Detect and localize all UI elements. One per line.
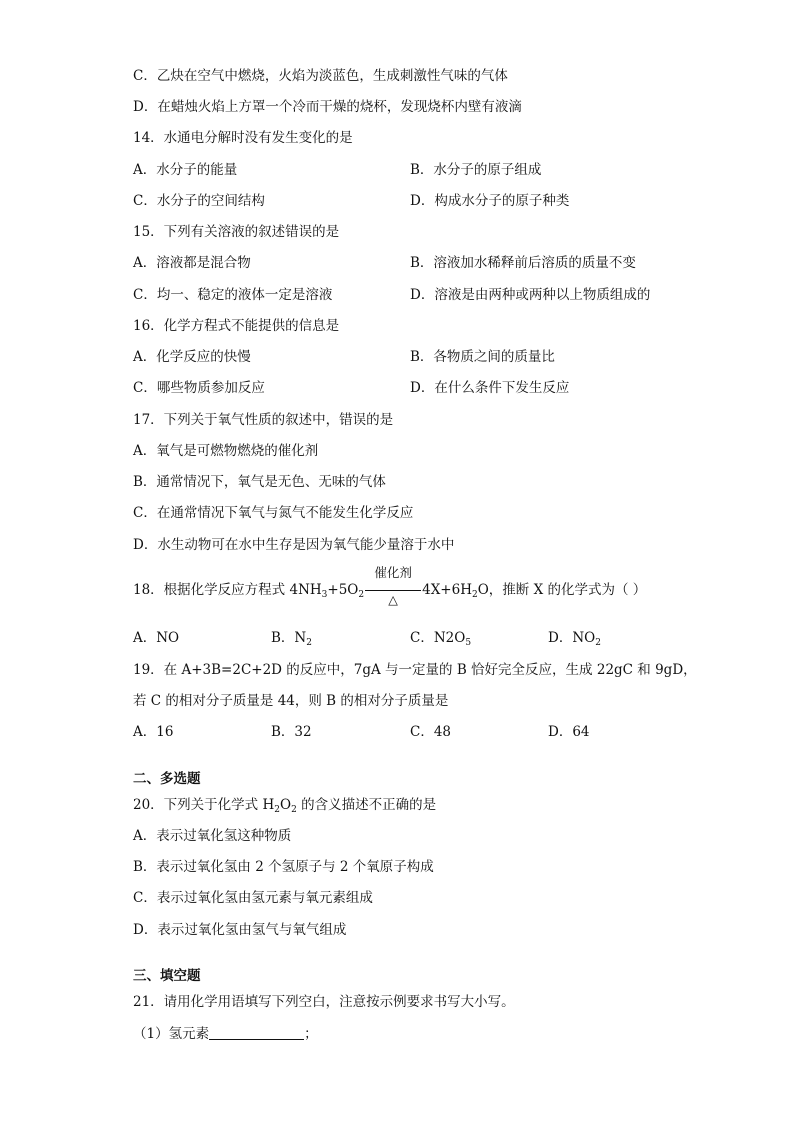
q18-reactant1-sub: 3	[321, 590, 328, 600]
q20-sub1: 2	[274, 805, 280, 815]
q19-option-b: B．32	[271, 724, 312, 740]
section-title-fill-in: 三、填空题	[133, 968, 201, 984]
q19-option-d: D．64	[548, 724, 590, 740]
q21-item1-end: ；	[304, 1026, 318, 1042]
q18-stem	[133, 564, 647, 607]
section-title-multiple-choice: 二、多选题	[133, 771, 201, 787]
q19-stem-line1: 19．在 A+3B=2C+2D 的反应中，7gA 与一定量的 B 恰好完全反应，生成 22gC 和 9gD，	[133, 662, 697, 678]
q15-option-a: A．溶液都是混合物	[133, 255, 251, 271]
q18-option-b-sub: 2	[306, 638, 312, 648]
q18-product: 4X+6H	[422, 582, 472, 598]
q18-option-c-text: C．N2O	[410, 630, 466, 646]
q18-equation	[289, 564, 489, 607]
q18-reactant2: +5O	[327, 582, 359, 598]
q18-stem-suffix: ，推断 X 的化学式为（ ）	[488, 582, 647, 598]
q20-option-a: A．表示过氧化氢这种物质	[133, 828, 292, 844]
q18-reactant2-sub: 2	[358, 590, 365, 600]
q16-option-c: C．哪些物质参加反应	[133, 380, 265, 396]
q18-reaction-condition	[365, 564, 421, 607]
q18-option-c-sub: 5	[465, 638, 472, 648]
q21-item1-label: （1）氢元素	[133, 1026, 210, 1042]
q20-option-b: B．表示过氧化氢由 2 个氢原子与 2 个氧原子构成	[133, 859, 434, 875]
q18-product-sub: 2	[471, 590, 478, 600]
q21-item1	[133, 1025, 318, 1043]
q17-option-d: D．水生动物可在水中生存是因为氧气能少量溶于水中	[133, 537, 455, 553]
q19-option-c: C．48	[410, 724, 452, 740]
q20-option-d: D．表示过氧化氢由氢气与氧气组成	[133, 922, 347, 938]
q18-option-b	[271, 629, 312, 647]
q15-option-b: B．溶液加水稀释前后溶质的质量不变	[410, 255, 636, 271]
q15-stem: 15．下列有关溶液的叙述错误的是	[133, 224, 340, 240]
q15-option-d: D．溶液是由两种或两种以上物质组成的	[410, 287, 651, 303]
q17-option-c: C．在通常情况下氧气与氮气不能发生化学反应	[133, 505, 414, 521]
q14-option-d: D．构成水分子的原子种类	[410, 193, 570, 209]
q19-stem-line2: 若 C 的相对分子质量是 44，则 B 的相对分子质量是	[133, 693, 449, 709]
q17-stem: 17．下列关于氧气性质的叙述中，错误的是	[133, 412, 394, 428]
q18-option-d	[548, 629, 601, 647]
q20-stem	[133, 796, 436, 814]
q20-option-c: C．表示过氧化氢由氢元素与氧元素组成	[133, 890, 373, 906]
q18-option-b-text: B．N	[271, 630, 307, 646]
q15-option-c: C．均一、稳定的液体一定是溶液	[133, 287, 333, 303]
q14-option-c: C．水分子的空间结构	[133, 193, 265, 209]
q18-option-a: A．NO	[133, 630, 180, 646]
q14-option-a: A．水分子的能量	[133, 162, 238, 178]
q16-option-b: B．各物质之间的质量比	[410, 349, 555, 365]
q18-reactant1: 4NH	[289, 582, 322, 598]
q19-option-a: A．16	[133, 724, 174, 740]
q20-sub2: 2	[291, 805, 297, 815]
q14-option-b: B．水分子的原子组成	[410, 162, 542, 178]
q18-option-d-text: D．NO	[548, 630, 596, 646]
q20-mid: O	[279, 797, 292, 813]
q18-product-end: O	[477, 582, 489, 598]
q18-option-d-sub: 2	[595, 638, 601, 648]
q16-stem: 16．化学方程式不能提供的信息是	[133, 318, 340, 334]
q21-stem: 21．请用化学用语填写下列空白，注意按示例要求书写大小写。	[133, 994, 515, 1010]
q21-item1-answer-blank[interactable]	[209, 1025, 304, 1040]
q13-option-d: D．在蜡烛火焰上方罩一个冷而干燥的烧杯，发现烧杯内壁有液滴	[133, 99, 522, 115]
catalyst-label: 催化剂	[374, 564, 412, 580]
q13-option-c: C．乙炔在空气中燃烧，火焰为淡蓝色，生成刺激性气味的气体	[133, 68, 508, 84]
q18-option-c	[410, 629, 471, 647]
q16-option-a: A．化学反应的快慢	[133, 349, 251, 365]
q18-stem-prefix: 18．根据化学反应方程式	[133, 582, 286, 598]
heat-symbol: △	[388, 591, 398, 607]
q17-option-b: B．通常情况下，氧气是无色、无味的气体	[133, 474, 386, 490]
q14-stem: 14．水通电分解时没有发生变化的是	[133, 130, 353, 146]
q16-option-d: D．在什么条件下发生反应	[410, 380, 570, 396]
q17-option-a: A．氧气是可燃物燃烧的催化剂	[133, 443, 319, 459]
q20-stem-prefix: 20．下列关于化学式 H	[133, 797, 275, 813]
q20-stem-suffix: 的含义描述不正确的是	[296, 797, 437, 813]
